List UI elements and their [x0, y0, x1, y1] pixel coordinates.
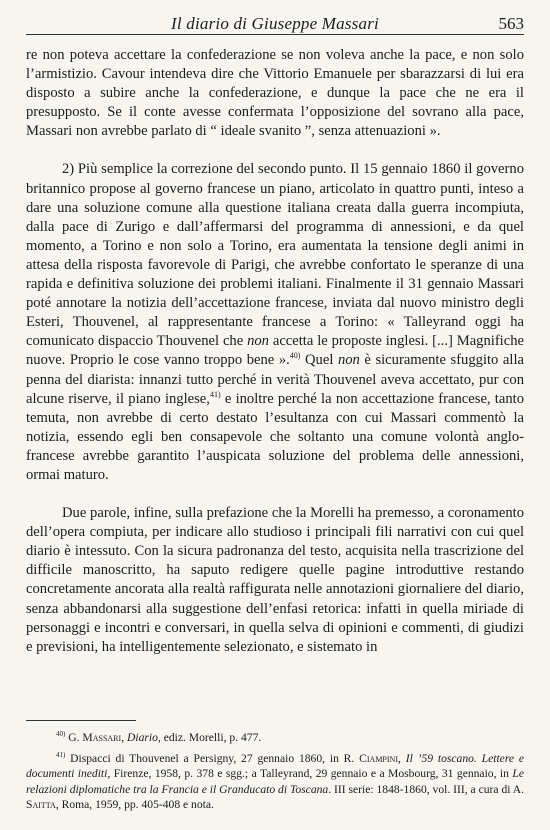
text-run: , Firenze, 1958, p. 378 e sgg.; a Talleyrand, 29 gennaio e a Mosbourg, 31 gennaio, in	[107, 767, 513, 781]
text-run: , Roma, 1959, pp. 405-408 e nota.	[55, 797, 214, 811]
page-header	[26, 12, 524, 35]
footnote-ref: 40)	[56, 730, 66, 739]
text-run: 2) Più semplice la correzione del secondo punto. Il 15 gennaio 1860 il governo britannico propose al governo francese un piano, articolato in quattro punti, inteso a dare una soluzione comune alla questione italiana creata dalla guerra incompiuta, dalla pace di Zurigo e dall’affermarsi del programma di annessioni, e da quel momento, a Torino e non solo a Torino, era aumentata la tensione degli animi in attesa della risposta favorevole di Parigi, che avrebbe confortato le speranze di una rapida e definitiva soluzione dei problemi italiani. Finalmente il 31 gennaio Massari poté annotare la notizia dell’accettazione francese, inviata dal nuovo ministro degli Esteri, Thouvenel, al rappresentante francese a Torino: « Talleyrand oggi ha comunicato dispaccio Thouvenel che	[26, 161, 524, 350]
footnote-ref: 41)	[56, 751, 66, 760]
italic-text: non	[247, 333, 269, 350]
text-run: , ediz. Morelli, p. 477.	[157, 731, 262, 744]
text-run: accetta le proposte inglesi. [...] Magnifiche nuove. Proprio le cose vanno troppo bene ».	[26, 333, 524, 369]
text-run: Quel	[300, 352, 338, 369]
text-run: re non poteva accettare la confederazione se non voleva anche la pace, e non solo l’armistizio. Cavour intendeva dire che Vittorio Emanuele per sbarazzarsi di lui era disposto a subire anche la confederazione, e dunque la pace che ne era il presupposto. Se il conte avesse confermata l’opposizione del sovrano alla pace, Massari non avrebbe parlato di “ ideale svanito ”, senza attenuazioni ».	[26, 47, 524, 140]
text-run: è sicuramente sfuggito alla penna del diarista: innanzi tutto perché in verità Thouvenel aveva accettato, pur con alcune riserve, il piano inglese,	[26, 352, 524, 407]
italic-text: Diario	[126, 731, 158, 744]
body-text	[26, 46, 524, 657]
paragraph	[26, 46, 524, 141]
footnote-ref: 41)	[209, 389, 221, 399]
text-run: ,	[121, 731, 127, 744]
paragraph	[26, 160, 524, 485]
footnote-ref: 40)	[289, 351, 301, 361]
text-run: Due parole, infine, sulla prefazione che la Morelli ha premesso, a coronamento dell’opera compiuta, per indicare allo studioso i principali fili narrativi con cui quel diario è intessuto. Con la sicura padronanza del testo, acquisita nella trascrizione del difficile manoscritto, ha saputo redigere quelle pagine introduttive restando concretamente ancorata alla realtà raffigurata nelle annotazioni giornaliere del diario, senza abbandonarsi alla suggestione dell’enfasi retorica: infatti in quella miriade di personaggi e incontri e conversari, in quella selva di opinioni e commenti, di giudizi e previsioni, ha intelligentemente selezionato, e sistemato in	[26, 505, 524, 655]
italic-text: Il ’59 toscano. Lettere e documenti inediti	[26, 752, 525, 781]
italic-text: non	[337, 352, 360, 369]
author-name: Ciampini	[359, 752, 398, 766]
footnotes	[26, 730, 524, 818]
running-title: Il diario di Giuseppe Massari	[171, 14, 379, 33]
text-run: e inoltre perché la non accettazione francese, tanto temuta, non avrebbe di certo destato l’esultanza con cui Massari commentò la notizia, essendo egli ben consapevole che soltanto una comune volontà anglo-francese avrebbe garantito l’auspicata soluzione del problema delle annessioni, ormai maturo.	[26, 390, 524, 483]
italic-text: Le relazioni diplomatiche tra la Francia e il Granducato di Toscana	[26, 767, 524, 796]
text-run: G.	[65, 731, 83, 744]
footnote	[26, 730, 524, 745]
page-number: 563	[498, 14, 524, 33]
text-run: Dispacci di Thouvenel a Persigny, 27 gennaio 1860, in R.	[65, 752, 360, 766]
footnote-rule	[26, 720, 136, 721]
author-name: Massari	[82, 731, 122, 744]
footnote	[26, 751, 524, 812]
text-run: . III serie: 1848-1860, vol. III, a cura di A.	[328, 782, 524, 796]
author-name: Saitta	[26, 797, 56, 811]
paragraph	[26, 504, 524, 657]
text-run: ,	[397, 752, 406, 766]
